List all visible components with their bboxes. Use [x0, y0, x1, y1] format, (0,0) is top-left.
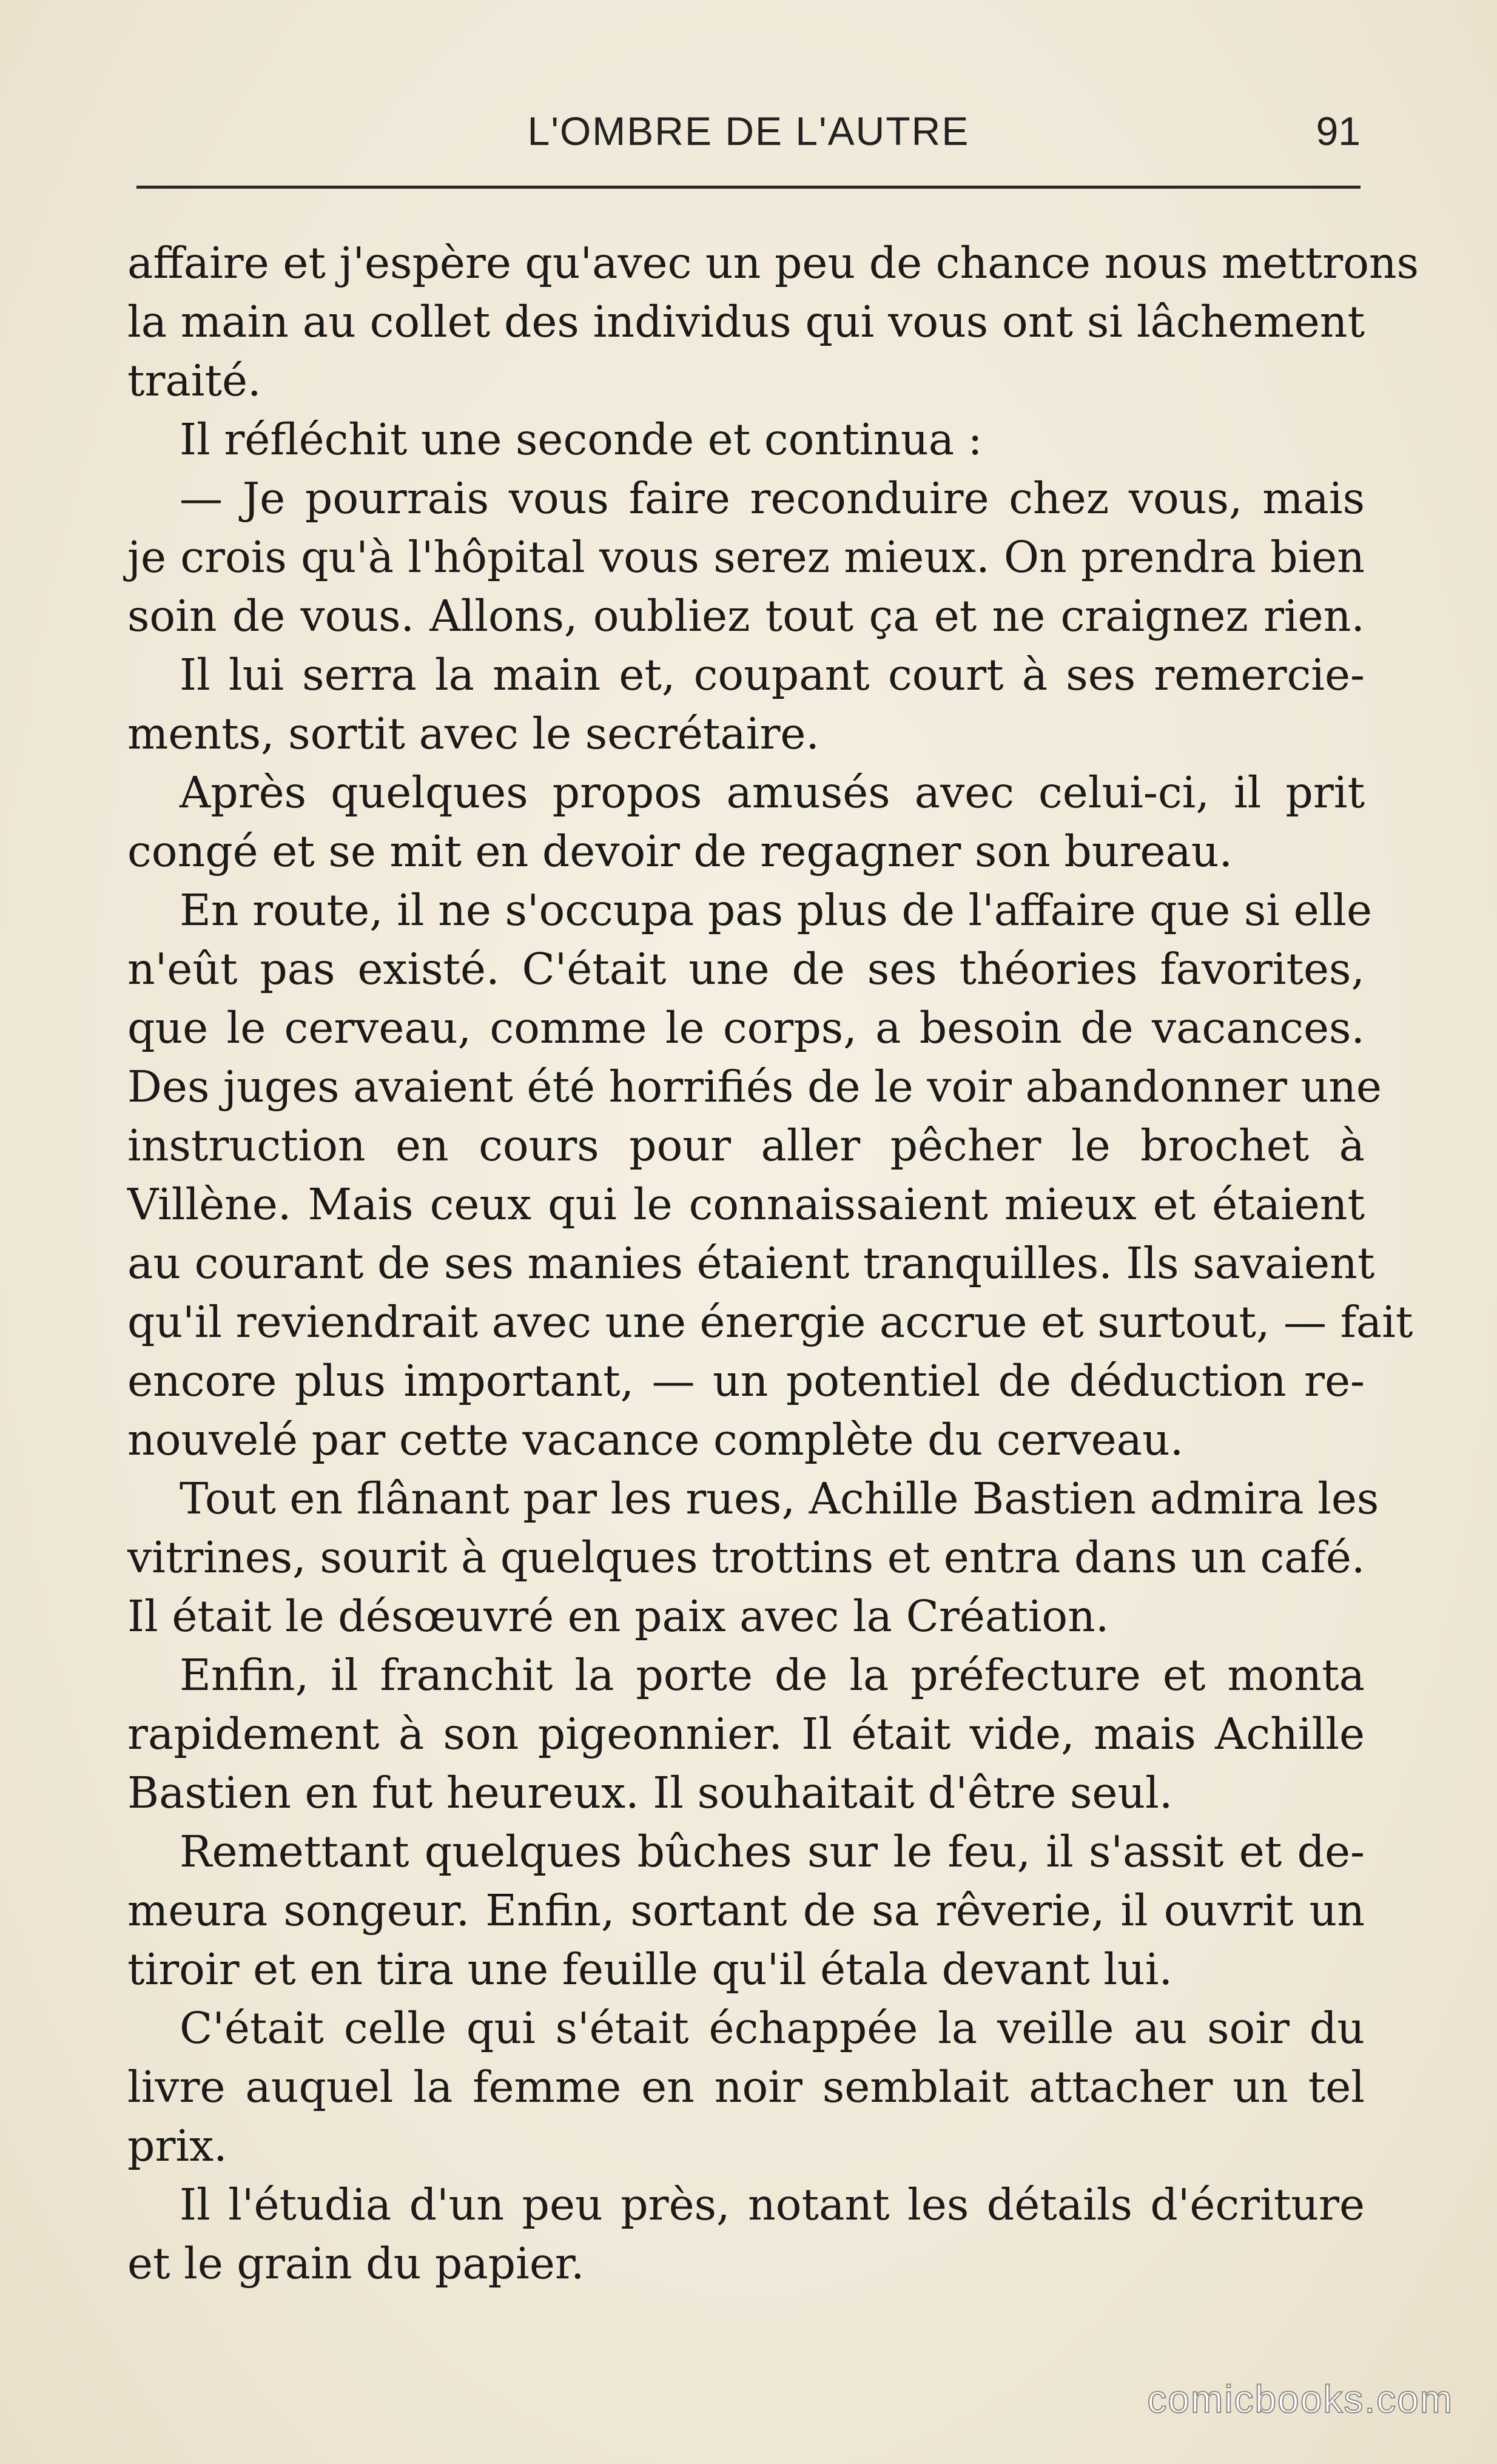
text-line: encore plus important, — un potentiel de déduction re-	[127, 1356, 1365, 1406]
text-line: soin de vous. Allons, oubliez tout ça et ne craignez rien.	[127, 591, 1365, 641]
text-line: au courant de ses manies étaient tranquilles. Ils savaient	[127, 1238, 1375, 1288]
text-line: qu'il reviendrait avec une énergie accrue et surtout, — fait	[127, 1297, 1413, 1347]
text-line: nouvelé par cette vacance complète du cerveau.	[127, 1415, 1184, 1465]
text-line: instruction en cours pour aller pêcher le brochet à	[127, 1120, 1365, 1171]
text-line: prix.	[127, 2121, 227, 2171]
text-line: que le cerveau, comme le corps, a besoin de vacances.	[127, 1003, 1365, 1053]
text-line: Enfin, il franchit la porte de la préfecture et monta	[180, 1650, 1365, 1700]
page-number: 91	[1316, 109, 1361, 153]
text-line: C'était celle qui s'était échappée la veille au soir du	[180, 2003, 1365, 2053]
text-line: traité.	[127, 355, 261, 406]
text-line: ments, sortit avec le secrétaire.	[127, 709, 819, 759]
text-line: Bastien en fut heureux. Il souhaitait d'être seul.	[127, 1768, 1173, 1818]
running-title: L'OMBRE DE L'AUTRE	[527, 109, 970, 153]
text-line: je crois qu'à l'hôpital vous serez mieux. On prendra bien	[127, 532, 1365, 582]
text-line: congé et se mit en devoir de regagner son bureau.	[127, 826, 1233, 877]
text-line: Il était le désœuvré en paix avec la Création.	[127, 1591, 1109, 1641]
running-header	[136, 108, 1361, 163]
text-line: En route, il ne s'occupa pas plus de l'affaire que si elle	[180, 885, 1373, 935]
body-text	[127, 234, 1419, 2293]
text-line: la main au collet des individus qui vous ont si lâchement	[127, 297, 1365, 347]
text-line: Il l'étudia d'un peu près, notant les détails d'écriture	[180, 2180, 1365, 2230]
text-line: — Je pourrais vous faire reconduire chez vous, mais	[180, 473, 1365, 523]
text-line: vitrines, sourit à quelques trottins et entra dans un café.	[127, 1532, 1365, 1583]
text-line: affaire et j'espère qu'avec un peu de chance nous mettrons	[127, 238, 1419, 288]
text-line: meura songeur. Enfin, sortant de sa rêverie, il ouvrit un	[127, 1885, 1365, 1936]
text-line: Des juges avaient été horrifiés de le voir abandonner une	[127, 1062, 1382, 1112]
text-line: n'eût pas existé. C'était une de ses théories favorites,	[127, 944, 1365, 994]
text-line: tiroir et en tira une feuille qu'il étala devant lui.	[127, 1944, 1173, 1994]
text-line: rapidement à son pigeonnier. Il était vide, mais Achille	[127, 1709, 1365, 1759]
text-line: Après quelques propos amusés avec celui-ci, il prit	[180, 767, 1365, 818]
text-line: Il lui serra la main et, coupant court à ses remercie-	[180, 650, 1365, 700]
text-line: et le grain du papier.	[127, 2238, 585, 2289]
watermark: comicbooks.com	[1147, 2377, 1453, 2421]
header-rule	[136, 186, 1361, 189]
text-line: Tout en flânant par les rues, Achille Bastien admira les	[180, 1473, 1379, 1524]
text-line: livre auquel la femme en noir semblait attacher un tel	[127, 2062, 1365, 2112]
text-line: Villène. Mais ceux qui le connaissaient mieux et étaient	[127, 1179, 1365, 1230]
text-line: Remettant quelques bûches sur le feu, il s'assit et de-	[180, 1826, 1365, 1877]
text-line: Il réfléchit une seconde et continua :	[180, 414, 983, 465]
